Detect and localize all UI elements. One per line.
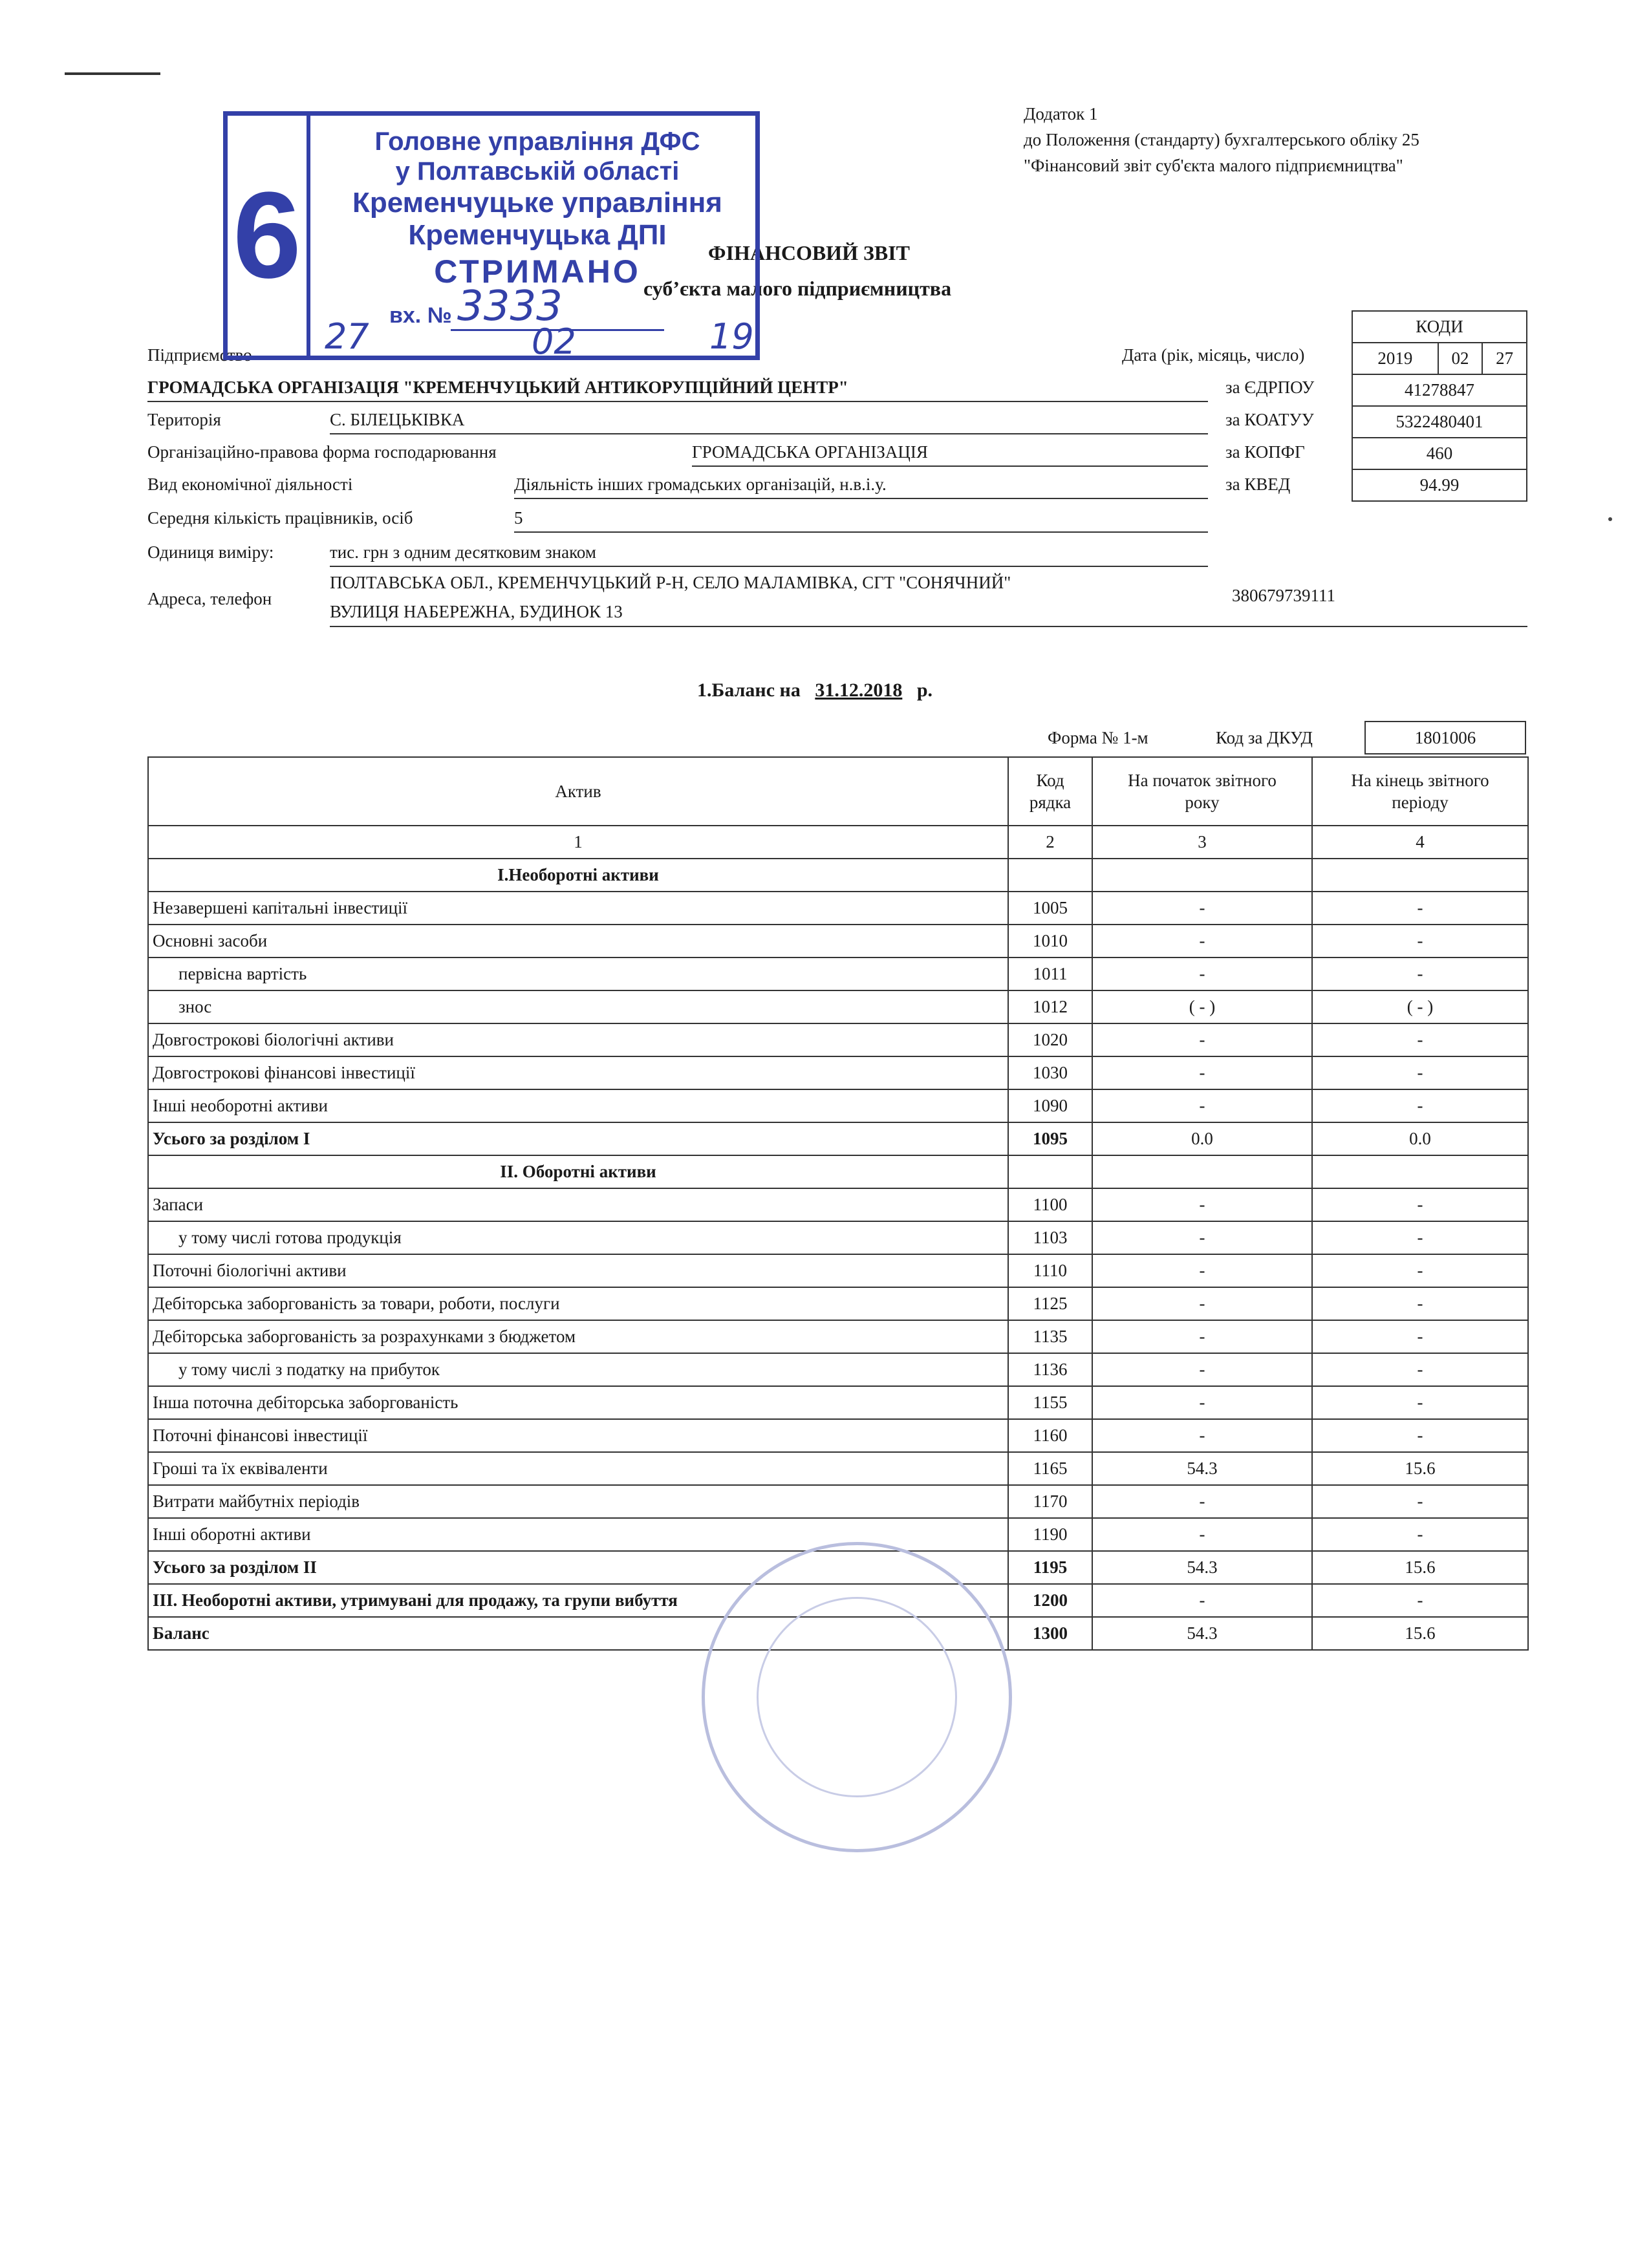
appendix-line-1: Додаток 1 xyxy=(1024,104,1098,123)
territory-label: Територія xyxy=(147,410,221,429)
enterprise-label: Підприємство xyxy=(147,345,252,365)
activity-value: Діяльність інших громадських організацій, н.в.і.у. xyxy=(514,475,887,494)
enterprise-line xyxy=(147,401,1208,402)
section-2-row xyxy=(148,1155,1528,1188)
enterprise-name: ГРОМАДСЬКА ОРГАНІЗАЦІЯ "КРЕМЕНЧУЦЬКИЙ АНТИКОРУПЦІЙНИЙ ЦЕНТР" xyxy=(147,378,848,397)
organization-seal-inner-ring xyxy=(757,1597,957,1797)
section-1-row xyxy=(148,859,1528,892)
table-row: Інша поточна дебіторська заборгованість 1155 - - xyxy=(148,1386,1528,1419)
balance-heading-suffix: р. xyxy=(916,679,933,701)
table-row: Інші необоротні активи 1090 - - xyxy=(148,1089,1528,1122)
table-row: Довгострокові фінансові інвестиції 1030 - - xyxy=(148,1056,1528,1089)
scan-speck xyxy=(1608,517,1612,521)
form-label: Форма № 1-м xyxy=(1048,728,1148,747)
kved-label: за КВЕД xyxy=(1225,475,1291,494)
table-row: Дебіторська заборгованість за розрахунками з бюджетом 1135 - - xyxy=(148,1320,1528,1353)
total-row: Усього за розділом І 1095 0.0 0.0 xyxy=(148,1122,1528,1155)
stamp-in-no: 3333 xyxy=(457,283,563,330)
appendix-line-3: "Фінансовий звіт суб'єкта малого підприємництва" xyxy=(1024,156,1403,175)
codes-table xyxy=(1352,310,1527,502)
activity-line xyxy=(514,498,1208,499)
territory-value: С. БІЛЕЦЬКІВКА xyxy=(330,410,465,429)
table-row: знос 1012 ( - ) ( - ) xyxy=(148,990,1528,1023)
col-code: Код рядка xyxy=(1008,757,1092,826)
legal-form-label: Організаційно-правова форма господарювання xyxy=(147,442,497,462)
dkud-box xyxy=(1364,721,1526,754)
unit-value: тис. грн з одним десятковим знаком xyxy=(330,542,596,562)
stamp-date-month: 02 xyxy=(532,321,576,362)
unit-label: Одиниця виміру: xyxy=(147,542,274,562)
balance-date: 31.12.2018 xyxy=(815,679,903,701)
col-start: На початок звітного року xyxy=(1092,757,1312,826)
table-row: Дебіторська заборгованість за товари, роботи, послуги 1125 - - xyxy=(148,1287,1528,1320)
legal-form-line xyxy=(692,465,1208,467)
table-row: Витрати майбутніх періодів 1170 - - xyxy=(148,1485,1528,1518)
stamp-line-3: Кременчуцьке управління xyxy=(352,187,722,219)
activity-label: Вид економічної діяльності xyxy=(147,475,353,494)
date-month: 02 xyxy=(1438,343,1483,374)
appendix-line-2: до Положення (стандарту) бухгалтерського обліку 25 xyxy=(1024,130,1419,149)
stamp-line-1: Головне управління ДФС xyxy=(374,127,700,156)
col-end: На кінець звітного періоду xyxy=(1312,757,1528,826)
stamp-in-no-label: вх. № xyxy=(389,303,452,328)
stamp-line-4: Кременчуцька ДПІ xyxy=(408,219,667,251)
corner-mark xyxy=(65,72,160,75)
phone-value: 380679739111 xyxy=(1232,586,1335,605)
table-row: Основні засоби 1010 - - xyxy=(148,925,1528,957)
table-row: у тому числі з податку на прибуток 1136 - - xyxy=(148,1353,1528,1386)
table-row: Довгострокові біологічні активи 1020 - - xyxy=(148,1023,1528,1056)
edrpou-value: 41278847 xyxy=(1352,374,1527,406)
total-row: Усього за розділом ІІ 1195 54.3 15.6 xyxy=(148,1551,1528,1584)
codes-header: КОДИ xyxy=(1352,311,1527,343)
address-label: Адреса, телефон xyxy=(147,589,272,608)
date-day: 27 xyxy=(1482,343,1527,374)
kopfg-value: 460 xyxy=(1352,438,1527,469)
held-for-sale-row: ІІІ. Необоротні активи, утримувані для продажу, та групи вибуття 1200 - - xyxy=(148,1584,1528,1617)
table-row: первісна вартість 1011 - - xyxy=(148,957,1528,990)
table-row: Поточні фінансові інвестиції 1160 - - xyxy=(148,1419,1528,1452)
col-num-1: 1 xyxy=(148,826,1008,859)
kopfg-label: за КОПФГ xyxy=(1225,442,1305,462)
table-row: Гроші та їх еквіваленти 1165 54.3 15.6 xyxy=(148,1452,1528,1485)
table-header-row xyxy=(148,757,1528,826)
col-num-2: 2 xyxy=(1008,826,1092,859)
stamp-number: 6 xyxy=(228,116,310,356)
balance-heading xyxy=(697,680,932,701)
address-line xyxy=(330,626,1527,627)
report-subtitle: суб’єкта малого підприємництва xyxy=(643,277,952,300)
kved-value: 94.99 xyxy=(1352,469,1527,501)
address-line-2: ВУЛИЦЯ НАБЕРЕЖНА, БУДИНОК 13 xyxy=(330,602,623,621)
unit-line xyxy=(330,566,1208,567)
employees-value: 5 xyxy=(514,508,523,528)
section-1-title: І.Необоротні активи xyxy=(148,859,1008,892)
table-row: у тому числі готова продукція 1103 - - xyxy=(148,1221,1528,1254)
stamp-line-2: у Полтавській області xyxy=(395,157,680,186)
tax-office-stamp xyxy=(223,111,760,360)
dkud-label: Код за ДКУД xyxy=(1216,728,1313,747)
employees-label: Середня кількість працівників, осіб xyxy=(147,508,413,528)
section-2-title: ІІ. Оборотні активи xyxy=(148,1155,1008,1188)
table-row: Незавершені капітальні інвестиції 1005 - - xyxy=(148,892,1528,925)
territory-line xyxy=(330,433,1208,434)
address-line-1: ПОЛТАВСЬКА ОБЛ., КРЕМЕНЧУЦЬКИЙ Р-Н, СЕЛО МАЛАМІВКА, СГТ "СОНЯЧНИЙ" xyxy=(330,573,1011,592)
col-num-3: 3 xyxy=(1092,826,1312,859)
balance-table xyxy=(147,756,1529,1651)
report-title: ФІНАНСОВИЙ ЗВІТ xyxy=(708,241,910,264)
legal-form-value: ГРОМАДСЬКА ОРГАНІЗАЦІЯ xyxy=(692,442,928,462)
dkud-value: 1801006 xyxy=(1414,728,1476,747)
date-year: 2019 xyxy=(1352,343,1438,374)
balance-total-row: Баланс 1300 54.3 15.6 xyxy=(148,1617,1528,1650)
table-row: Запаси 1100 - - xyxy=(148,1188,1528,1221)
table-row: Поточні біологічні активи 1110 - - xyxy=(148,1254,1528,1287)
organization-seal xyxy=(702,1542,1012,1852)
table-row: Інші оборотні активи 1190 - - xyxy=(148,1518,1528,1551)
stamp-date-year: 19 xyxy=(709,316,754,357)
column-numbers-row xyxy=(148,826,1528,859)
stamp-line-5: СТРИМАНО xyxy=(434,253,641,290)
balance-heading-prefix: 1.Баланс на xyxy=(697,679,801,701)
edrpou-label: за ЄДРПОУ xyxy=(1225,378,1315,397)
koatuu-value: 5322480401 xyxy=(1352,406,1527,438)
date-label: Дата (рік, місяць, число) xyxy=(1122,345,1305,365)
stamp-date-day: 27 xyxy=(325,316,369,357)
col-num-4: 4 xyxy=(1312,826,1528,859)
employees-line xyxy=(514,531,1208,533)
col-asset: Актив xyxy=(148,757,1008,826)
koatuu-label: за КОАТУУ xyxy=(1225,410,1314,429)
